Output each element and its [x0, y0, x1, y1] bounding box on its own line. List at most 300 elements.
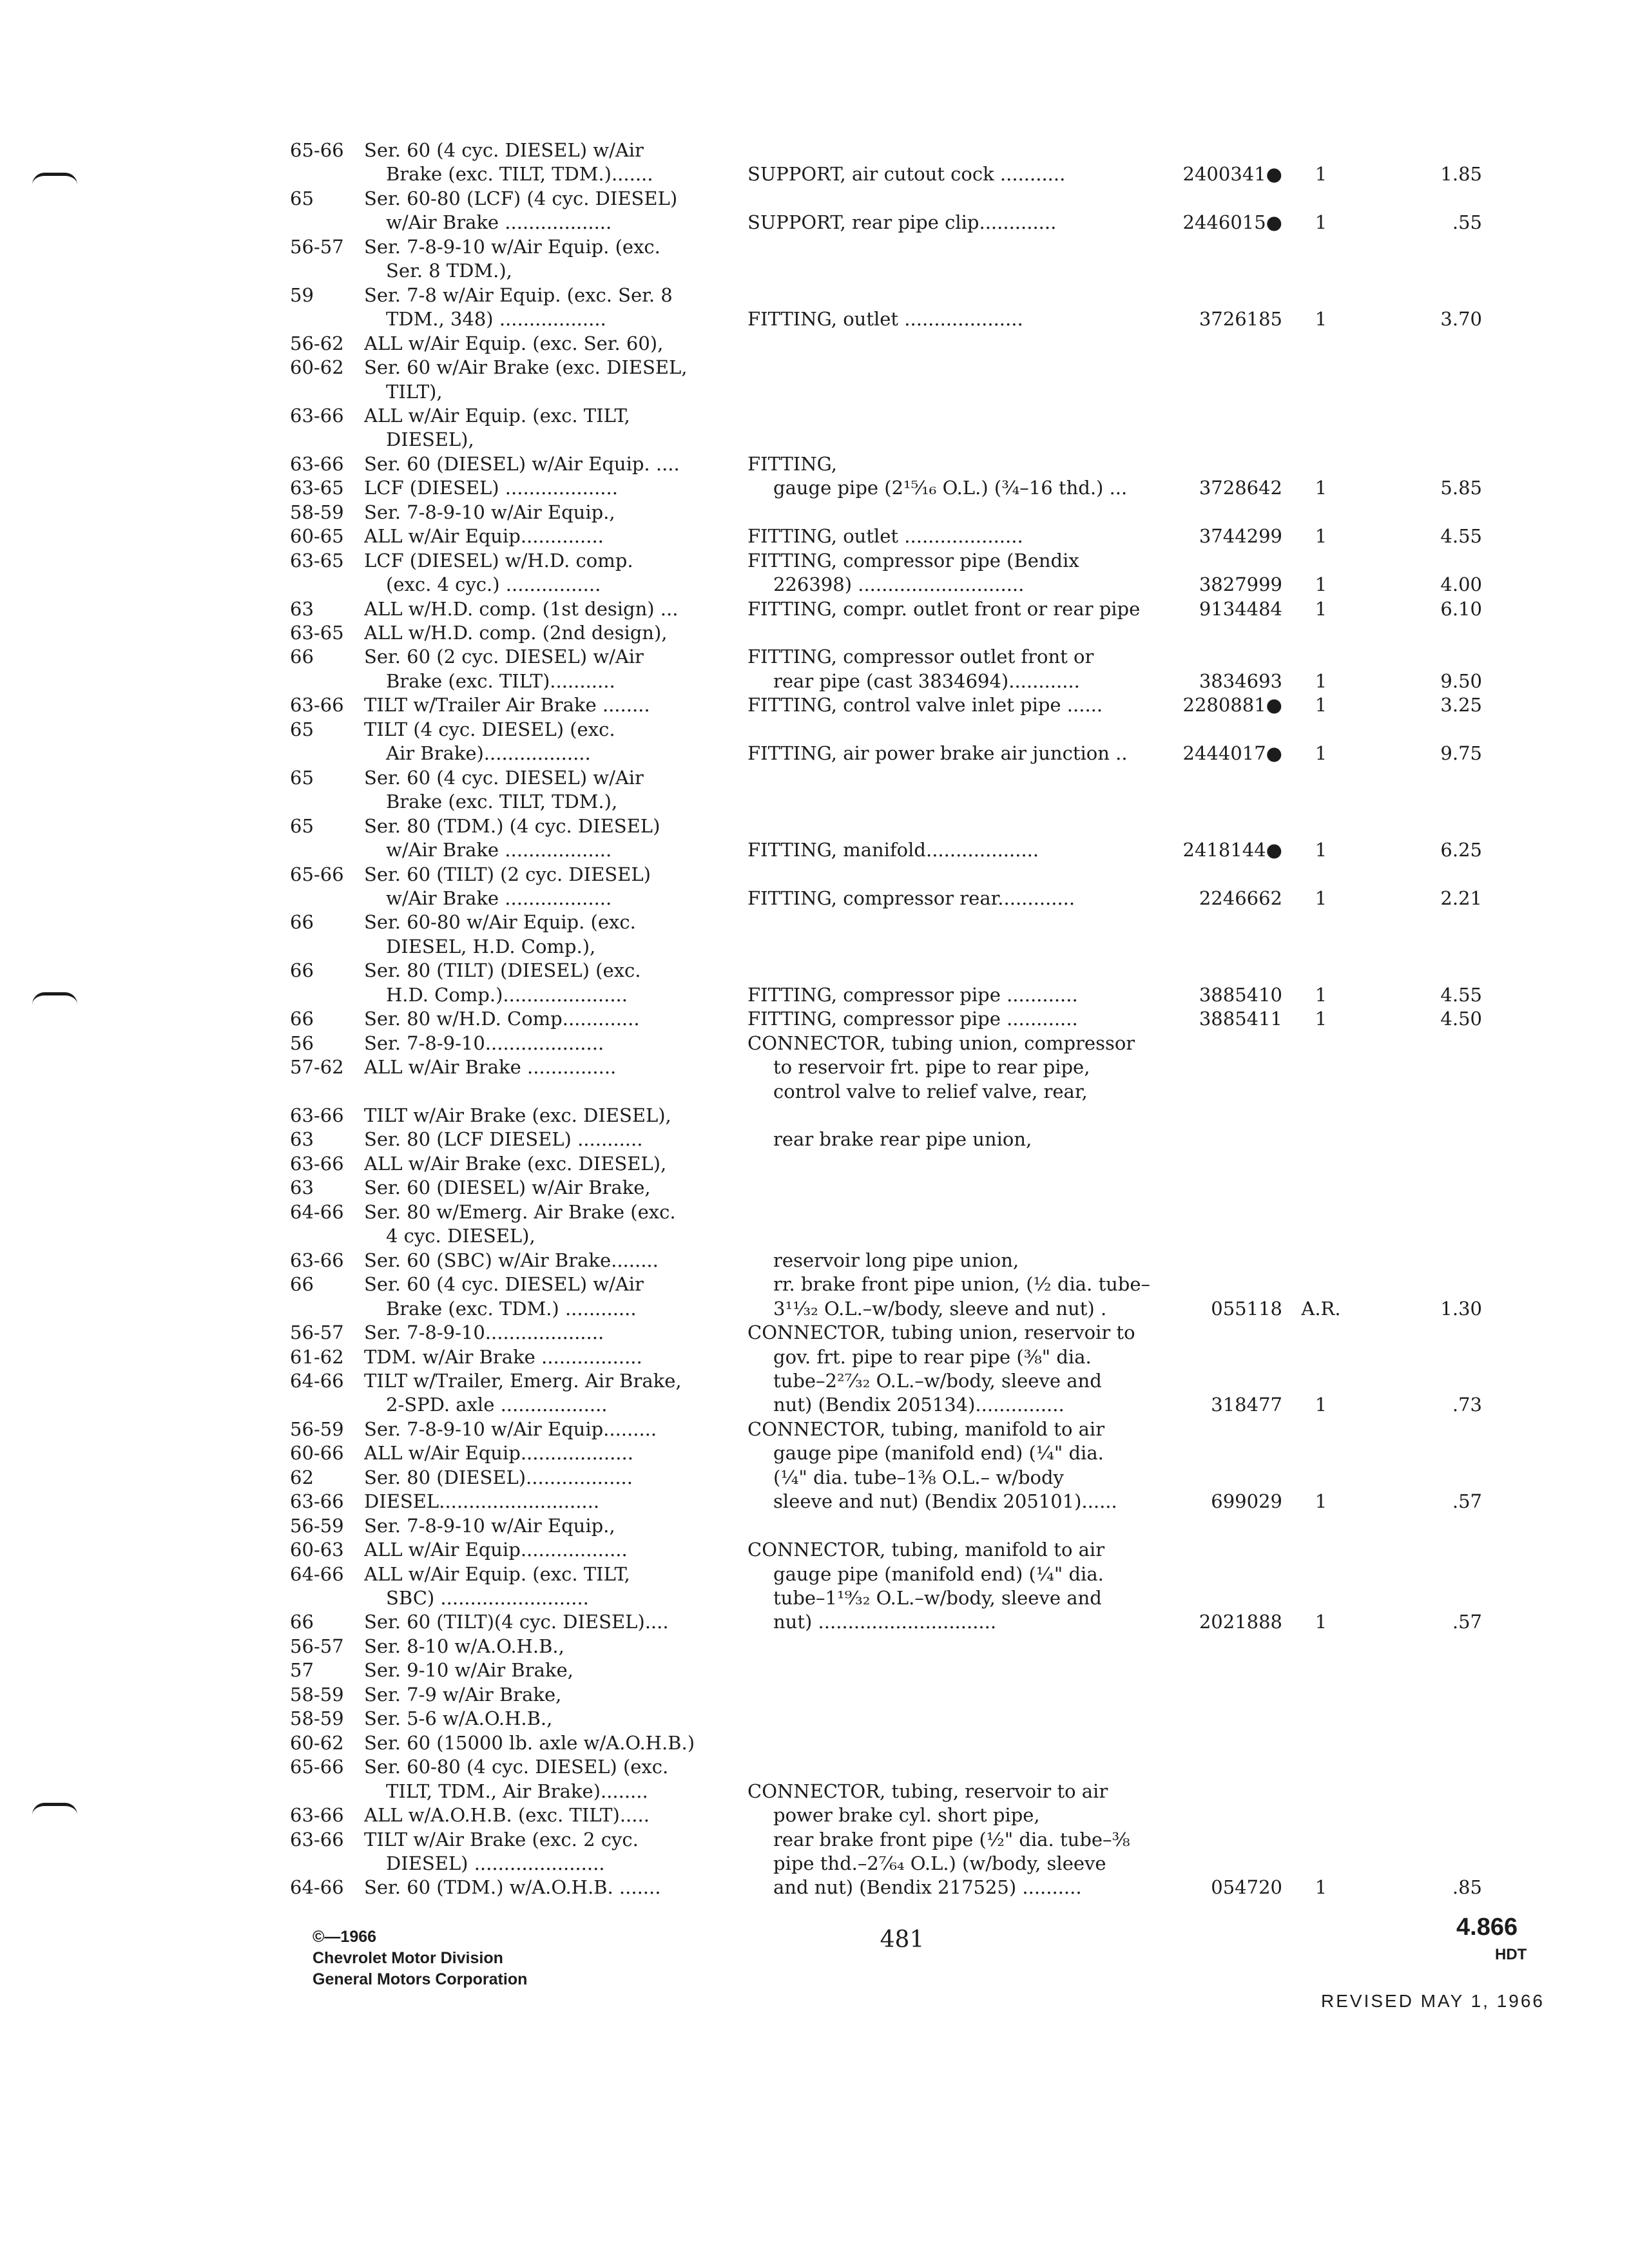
table-row	[0, 1152, 1629, 1176]
application-cell: Ser. 60 (DIESEL) w/Air Equip. ....	[364, 452, 680, 475]
description-cell: FITTING, compr. outlet front or rear pipe	[747, 597, 1141, 620]
table-row	[0, 1418, 1629, 1441]
price-cell: .57	[1452, 1611, 1482, 1633]
year-range-cell: 65	[290, 187, 314, 209]
year-range-cell: 56-59	[290, 1514, 344, 1537]
application-cell: H.D. Comp.).....................	[386, 983, 628, 1006]
year-range-cell: 66	[290, 911, 314, 934]
price-cell: 6.25	[1440, 839, 1482, 861]
description-cell: (¼" dia. tube–1⅜ O.L.– w/body	[773, 1466, 1064, 1488]
part-number-cell: 2280881●	[1182, 694, 1282, 716]
table-row	[0, 1610, 1629, 1634]
table-row	[0, 1273, 1629, 1296]
application-cell: Brake (exc. TILT, TDM.),	[386, 791, 618, 813]
table-row	[0, 162, 1629, 186]
description-cell: to reservoir frt. pipe to rear pipe,	[773, 1056, 1090, 1079]
table-row	[0, 621, 1629, 645]
application-cell: Ser. 80 w/Emerg. Air Brake (exc.	[364, 1200, 676, 1223]
description-cell: and nut) (Bendix 217525) ..........	[773, 1876, 1082, 1899]
year-range-cell: 60-65	[290, 525, 344, 548]
table-row	[0, 597, 1629, 621]
application-cell: LCF (DIESEL) ...................	[364, 477, 618, 499]
year-range-cell: 63-66	[290, 1249, 344, 1271]
table-row	[0, 211, 1629, 235]
application-cell: Ser. 60-80 w/Air Equip. (exc.	[364, 911, 636, 934]
price-cell: 3.70	[1440, 308, 1482, 331]
table-row	[0, 428, 1629, 452]
description-cell: pipe thd.–2⁷⁄₆₄ O.L.) (w/body, sleeve	[773, 1852, 1106, 1874]
application-cell: LCF (DIESEL) w/H.D. comp.	[364, 549, 633, 572]
year-range-cell: 65	[290, 718, 314, 740]
part-number-cell: 2446015●	[1182, 211, 1282, 234]
table-row	[0, 476, 1629, 500]
year-range-cell: 58-59	[290, 1683, 344, 1706]
table-row	[0, 452, 1629, 476]
quantity-cell: 1	[1315, 669, 1327, 692]
year-range-cell: 60-63	[290, 1539, 344, 1561]
table-row	[0, 1080, 1629, 1104]
table-row	[0, 645, 1629, 669]
price-cell: 4.50	[1440, 1008, 1482, 1030]
application-cell: ALL w/Air Equip...................	[364, 1442, 633, 1465]
price-cell: 9.50	[1440, 669, 1482, 692]
year-range-cell: 60-62	[290, 356, 344, 379]
description-cell: FITTING, outlet ....................	[747, 525, 1023, 548]
year-range-cell: 66	[290, 646, 314, 668]
description-cell: FITTING, compressor pipe ............	[747, 983, 1078, 1006]
table-row	[0, 1876, 1629, 1899]
description-cell: FITTING, compressor rear.............	[747, 887, 1075, 909]
part-number-cell: 9134484	[1199, 597, 1282, 620]
application-cell: Brake (exc. TDM.) ............	[386, 1297, 637, 1320]
description-cell: FITTING, compressor outlet front or	[747, 646, 1094, 668]
publisher-block	[313, 1927, 527, 1990]
description-cell: rear brake rear pipe union,	[773, 1128, 1032, 1151]
table-row	[0, 742, 1629, 765]
part-number-cell: 2418144●	[1182, 839, 1282, 861]
year-range-cell: 63-66	[290, 1804, 344, 1827]
description-cell: gov. frt. pipe to rear pipe (⅜" dia.	[773, 1345, 1092, 1368]
year-range-cell: 63-66	[290, 1490, 344, 1513]
year-range-cell: 64-66	[290, 1876, 344, 1899]
year-range-cell: 63-65	[290, 622, 344, 644]
part-number-cell: 2021888	[1199, 1611, 1282, 1633]
corporation-name: General Motors Corporation	[313, 1970, 528, 1988]
table-row	[0, 549, 1629, 573]
year-range-cell: 59	[290, 284, 314, 306]
table-row	[0, 718, 1629, 742]
application-cell: TILT),	[386, 380, 443, 403]
table-row	[0, 524, 1629, 548]
quantity-cell: 1	[1315, 163, 1327, 186]
application-cell: Ser. 60-80 (LCF) (4 cyc. DIESEL)	[364, 187, 678, 209]
price-cell: 5.85	[1440, 477, 1482, 499]
table-row	[0, 887, 1629, 910]
copyright-line: ©—1966	[313, 1928, 377, 1946]
division-name: Chevrolet Motor Division	[313, 1949, 503, 1967]
application-cell: 2-SPD. axle ..................	[386, 1394, 608, 1416]
application-cell: TILT w/Trailer Air Brake ........	[364, 694, 650, 716]
year-range-cell: 63-65	[290, 549, 344, 572]
application-cell: TILT w/Air Brake (exc. 2 cyc.	[364, 1828, 639, 1850]
part-number-cell: 3728642	[1199, 477, 1282, 499]
part-number-cell: 2444017●	[1182, 742, 1282, 765]
application-cell: Ser. 60 (SBC) w/Air Brake........	[364, 1249, 659, 1271]
quantity-cell: 1	[1315, 887, 1327, 909]
year-range-cell: 65-66	[290, 1756, 344, 1778]
year-range-cell: 56-57	[290, 1321, 344, 1344]
table-row	[0, 1755, 1629, 1779]
description-cell: 3¹¹⁄₃₂ O.L.–w/body, sleeve and nut) .	[773, 1297, 1107, 1320]
table-row	[0, 1780, 1629, 1803]
application-cell: ALL w/Air Equip..................	[364, 1539, 628, 1561]
application-cell: Ser. 7-8-9-10 w/Air Equip.........	[364, 1418, 657, 1440]
table-row	[0, 259, 1629, 283]
price-cell: 1.85	[1440, 163, 1482, 186]
description-cell: rear pipe (cast 3834694)............	[773, 669, 1080, 692]
year-range-cell: 63-66	[290, 1152, 344, 1175]
application-cell: TDM., 348) ..................	[386, 308, 606, 331]
application-cell: w/Air Brake ..................	[386, 887, 612, 909]
table-row	[0, 1104, 1629, 1128]
application-cell: Ser. 8-10 w/A.O.H.B.,	[364, 1635, 564, 1657]
part-number-cell: 3885410	[1199, 983, 1282, 1006]
description-cell: FITTING, compressor pipe ............	[747, 1008, 1078, 1030]
quantity-cell: 1	[1315, 839, 1327, 861]
table-row	[0, 1803, 1629, 1827]
quantity-cell: 1	[1315, 597, 1327, 620]
price-cell: 4.55	[1440, 525, 1482, 548]
price-cell: 1.30	[1440, 1297, 1482, 1320]
year-range-cell: 65-66	[290, 139, 344, 161]
table-row	[0, 1466, 1629, 1490]
table-row	[0, 1683, 1629, 1707]
application-cell: Brake (exc. TILT)...........	[386, 669, 615, 692]
table-row	[0, 307, 1629, 331]
application-cell: Ser. 7-8-9-10....................	[364, 1321, 604, 1344]
description-cell: tube–2²⁷⁄₃₂ O.L.–w/body, sleeve and	[773, 1369, 1102, 1392]
table-row	[0, 983, 1629, 1007]
year-range-cell: 63-66	[290, 452, 344, 475]
description-cell: tube–1¹⁹⁄₃₂ O.L.–w/body, sleeve and	[773, 1587, 1102, 1609]
description-cell: control valve to relief valve, rear,	[773, 1080, 1088, 1102]
application-cell: Ser. 7-8-9-10....................	[364, 1032, 604, 1054]
table-row	[0, 838, 1629, 862]
application-cell: ALL w/Air Equip. (exc. TILT,	[364, 1562, 630, 1585]
year-range-cell: 63	[290, 1177, 314, 1199]
description-cell: gauge pipe (manifold end) (¼" dia.	[773, 1442, 1104, 1465]
application-cell: DIESEL),	[386, 428, 474, 451]
application-cell: Ser. 7-9 w/Air Brake,	[364, 1683, 562, 1706]
year-range-cell: 65	[290, 766, 314, 789]
year-range-cell: 56-59	[290, 1418, 344, 1440]
price-cell: 4.55	[1440, 983, 1482, 1006]
application-cell: Ser. 60 (DIESEL) w/Air Brake,	[364, 1177, 651, 1199]
description-cell: CONNECTOR, tubing, manifold to air	[747, 1539, 1105, 1561]
description-cell: CONNECTOR, tubing, manifold to air	[747, 1418, 1105, 1440]
table-row	[0, 1055, 1629, 1079]
application-cell: Ser. 7-8-9-10 w/Air Equip.,	[364, 1514, 615, 1537]
quantity-cell: 1	[1315, 211, 1327, 234]
price-cell: 2.21	[1440, 887, 1482, 909]
table-row	[0, 573, 1629, 597]
table-row	[0, 766, 1629, 790]
year-range-cell: 63-65	[290, 477, 344, 499]
description-cell: gauge pipe (manifold end) (¼" dia.	[773, 1562, 1104, 1585]
description-cell: FITTING,	[747, 452, 837, 475]
application-cell: Ser. 60 w/Air Brake (exc. DIESEL,	[364, 356, 688, 379]
part-number-cell: 318477	[1211, 1394, 1282, 1416]
application-cell: Ser. 60 (TILT) (2 cyc. DIESEL)	[364, 863, 651, 885]
application-cell: Air Brake)..................	[386, 742, 591, 765]
application-cell: TILT w/Trailer, Emerg. Air Brake,	[364, 1369, 682, 1392]
table-row	[0, 235, 1629, 259]
price-cell: 9.75	[1440, 742, 1482, 765]
table-row	[0, 1852, 1629, 1876]
application-cell: DIESEL, H.D. Comp.),	[386, 935, 596, 957]
quantity-cell: 1	[1315, 525, 1327, 548]
table-row	[0, 1658, 1629, 1682]
table-row	[0, 935, 1629, 959]
quantity-cell: 1	[1315, 1008, 1327, 1030]
application-cell: Brake (exc. TILT, TDM.).......	[386, 163, 653, 186]
application-cell: w/Air Brake ..................	[386, 211, 612, 234]
application-cell: Ser. 80 (LCF DIESEL) ...........	[364, 1128, 643, 1151]
part-number-cell: 3744299	[1199, 525, 1282, 548]
application-cell: ALL w/Air Brake (exc. DIESEL),	[364, 1152, 667, 1175]
table-row	[0, 1562, 1629, 1586]
description-cell: SUPPORT, air cutout cock ...........	[747, 163, 1066, 186]
application-cell: Ser. 60 (4 cyc. DIESEL) w/Air	[364, 139, 644, 161]
table-row	[0, 669, 1629, 693]
year-range-cell: 56-57	[290, 235, 344, 258]
table-row	[0, 356, 1629, 380]
year-range-cell: 66	[290, 1273, 314, 1296]
application-cell: Ser. 7-8-9-10 w/Air Equip.,	[364, 501, 615, 523]
table-row	[0, 1176, 1629, 1200]
year-range-cell: 57-62	[290, 1056, 344, 1079]
price-cell: .55	[1452, 211, 1482, 234]
table-row	[0, 959, 1629, 983]
table-row	[0, 1345, 1629, 1369]
quantity-cell: 1	[1315, 1490, 1327, 1513]
description-cell: CONNECTOR, tubing union, compressor	[747, 1032, 1135, 1054]
price-cell: 3.25	[1440, 694, 1482, 716]
year-range-cell: 61-62	[290, 1345, 344, 1368]
section-code: HDT	[1495, 1946, 1527, 1963]
application-cell: DIESEL) ......................	[386, 1852, 605, 1874]
table-row	[0, 1224, 1629, 1248]
table-row	[0, 1828, 1629, 1852]
year-range-cell: 60-66	[290, 1442, 344, 1465]
year-range-cell: 63-66	[290, 1828, 344, 1850]
description-cell: CONNECTOR, tubing union, reservoir to	[747, 1321, 1135, 1344]
table-row	[0, 1249, 1629, 1273]
application-cell: Ser. 80 w/H.D. Comp.............	[364, 1008, 640, 1030]
quantity-cell: 1	[1315, 308, 1327, 331]
description-cell: FITTING, manifold...................	[747, 839, 1039, 861]
table-row	[0, 1441, 1629, 1465]
application-cell: Ser. 60 (4 cyc. DIESEL) w/Air	[364, 1273, 644, 1296]
year-range-cell: 66	[290, 1008, 314, 1030]
application-cell: Ser. 8 TDM.),	[386, 260, 512, 282]
year-range-cell: 65	[290, 814, 314, 837]
application-cell: Ser. 5-6 w/A.O.H.B.,	[364, 1707, 553, 1730]
year-range-cell: 62	[290, 1466, 314, 1488]
year-range-cell: 58-59	[290, 501, 344, 523]
description-cell: SUPPORT, rear pipe clip.............	[747, 211, 1057, 234]
table-row	[0, 139, 1629, 162]
application-cell: ALL w/Air Equip..............	[364, 525, 604, 548]
table-row	[0, 863, 1629, 887]
table-row	[0, 1635, 1629, 1658]
section-ref: 4.866	[1456, 1914, 1518, 1941]
part-number-cell: 3726185	[1199, 308, 1282, 331]
table-row	[0, 1490, 1629, 1514]
table-row	[0, 1200, 1629, 1224]
application-cell: (exc. 4 cyc.) ................	[386, 573, 601, 596]
price-cell: 4.00	[1440, 573, 1482, 596]
application-cell: ALL w/A.O.H.B. (exc. TILT).....	[364, 1804, 650, 1827]
description-cell: FITTING, control valve inlet pipe ......	[747, 694, 1103, 716]
description-cell: power brake cyl. short pipe,	[773, 1804, 1040, 1827]
application-cell: ALL w/Air Brake ...............	[364, 1056, 617, 1079]
quantity-cell: 1	[1315, 983, 1327, 1006]
year-range-cell: 65-66	[290, 863, 344, 885]
application-cell: TILT (4 cyc. DIESEL) (exc.	[364, 718, 615, 740]
table-row	[0, 1321, 1629, 1345]
application-cell: Ser. 7-8-9-10 w/Air Equip. (exc.	[364, 235, 660, 258]
application-cell: Ser. 80 (DIESEL)..................	[364, 1466, 633, 1488]
description-cell: FITTING, compressor pipe (Bendix	[747, 549, 1079, 572]
application-cell: ALL w/H.D. comp. (1st design) ...	[364, 597, 679, 620]
table-row	[0, 1707, 1629, 1731]
application-cell: Ser. 60 (2 cyc. DIESEL) w/Air	[364, 646, 644, 668]
part-number-cell: 3885411	[1199, 1008, 1282, 1030]
application-cell: Ser. 9-10 w/Air Brake,	[364, 1659, 574, 1682]
application-cell: ALL w/H.D. comp. (2nd design),	[364, 622, 668, 644]
description-cell: nut) (Bendix 205134)...............	[773, 1394, 1065, 1416]
application-cell: ALL w/Air Equip. (exc. TILT,	[364, 404, 630, 427]
year-range-cell: 64-66	[290, 1200, 344, 1223]
revised-date: REVISED MAY 1, 1966	[1321, 1991, 1545, 2011]
description-cell: 226398) ............................	[773, 573, 1025, 596]
application-cell: Ser. 60-80 (4 cyc. DIESEL) (exc.	[364, 1756, 669, 1778]
table-row	[0, 814, 1629, 838]
quantity-cell: 1	[1315, 573, 1327, 596]
quantity-cell: A.R.	[1301, 1297, 1341, 1320]
table-row	[0, 1297, 1629, 1321]
year-range-cell: 56-57	[290, 1635, 344, 1657]
description-cell: FITTING, air power brake air junction ..	[747, 742, 1128, 765]
application-cell: Ser. 60 (TDM.) w/A.O.H.B. .......	[364, 1876, 661, 1899]
part-number-cell: 3834693	[1199, 669, 1282, 692]
table-row	[0, 187, 1629, 211]
year-range-cell: 66	[290, 959, 314, 982]
application-cell: DIESEL...........................	[364, 1490, 600, 1513]
table-row	[0, 1731, 1629, 1755]
application-cell: Ser. 60 (TILT)(4 cyc. DIESEL)....	[364, 1611, 669, 1633]
application-cell: SBC) .........................	[386, 1587, 589, 1609]
quantity-cell: 1	[1315, 1876, 1327, 1899]
year-range-cell: 63	[290, 1128, 314, 1151]
price-cell: .85	[1452, 1876, 1482, 1899]
description-cell: sleeve and nut) (Bendix 205101)......	[773, 1490, 1117, 1513]
table-row	[0, 1586, 1629, 1610]
year-range-cell: 63-66	[290, 694, 344, 716]
table-row	[0, 1514, 1629, 1538]
part-number-cell: 3827999	[1199, 573, 1282, 596]
quantity-cell: 1	[1315, 1611, 1327, 1633]
table-row	[0, 910, 1629, 934]
year-range-cell: 56	[290, 1032, 314, 1054]
application-cell: Ser. 80 (TILT) (DIESEL) (exc.	[364, 959, 641, 982]
table-row	[0, 284, 1629, 307]
table-row	[0, 332, 1629, 356]
application-cell: Ser. 7-8 w/Air Equip. (exc. Ser. 8	[364, 284, 673, 306]
year-range-cell: 64-66	[290, 1562, 344, 1585]
year-range-cell: 57	[290, 1659, 314, 1682]
year-range-cell: 64-66	[290, 1369, 344, 1392]
quantity-cell: 1	[1315, 694, 1327, 716]
application-cell: TDM. w/Air Brake .................	[364, 1345, 642, 1368]
table-row	[0, 501, 1629, 524]
page-number: 481	[880, 1927, 925, 1953]
description-cell: rr. brake front pipe union, (½ dia. tube–	[773, 1273, 1150, 1296]
table-row	[0, 1369, 1629, 1393]
part-number-cell: 2400341●	[1182, 163, 1282, 186]
table-row	[0, 1393, 1629, 1417]
description-cell: FITTING, outlet ....................	[747, 308, 1023, 331]
year-range-cell: 63	[290, 597, 314, 620]
quantity-cell: 1	[1315, 1394, 1327, 1416]
part-number-cell: 699029	[1211, 1490, 1282, 1513]
table-row	[0, 693, 1629, 717]
description-cell: nut) ..............................	[773, 1611, 997, 1633]
description-cell: rear brake front pipe (½" dia. tube–⅜	[773, 1828, 1130, 1850]
quantity-cell: 1	[1315, 477, 1327, 499]
year-range-cell: 58-59	[290, 1707, 344, 1730]
quantity-cell: 1	[1315, 742, 1327, 765]
application-cell: Ser. 60 (15000 lb. axle w/A.O.H.B.)	[364, 1731, 695, 1754]
application-cell: 4 cyc. DIESEL),	[386, 1225, 535, 1247]
description-cell: CONNECTOR, tubing, reservoir to air	[747, 1780, 1108, 1802]
description-cell: reservoir long pipe union,	[773, 1249, 1019, 1271]
table-row	[0, 1538, 1629, 1562]
year-range-cell: 63-66	[290, 1104, 344, 1126]
price-cell: 6.10	[1440, 597, 1482, 620]
price-cell: .57	[1452, 1490, 1482, 1513]
description-cell: gauge pipe (2¹⁵⁄₁₆ O.L.) (¾–16 thd.) ...	[773, 477, 1128, 499]
table-row	[0, 404, 1629, 428]
application-cell: TILT, TDM., Air Brake)........	[386, 1780, 648, 1802]
table-row	[0, 790, 1629, 814]
application-cell: Ser. 60 (4 cyc. DIESEL) w/Air	[364, 766, 644, 789]
application-cell: w/Air Brake ..................	[386, 839, 612, 861]
table-row	[0, 1032, 1629, 1055]
application-cell: Ser. 80 (TDM.) (4 cyc. DIESEL)	[364, 814, 660, 837]
application-cell: ALL w/Air Equip. (exc. Ser. 60),	[364, 332, 664, 354]
table-row	[0, 1007, 1629, 1031]
application-cell: TILT w/Air Brake (exc. DIESEL),	[364, 1104, 671, 1126]
part-number-cell: 2246662	[1199, 887, 1282, 909]
table-row	[0, 1128, 1629, 1151]
year-range-cell: 56-62	[290, 332, 344, 354]
part-number-cell: 054720	[1211, 1876, 1282, 1899]
year-range-cell: 66	[290, 1611, 314, 1633]
price-cell: .73	[1452, 1394, 1482, 1416]
table-row	[0, 380, 1629, 404]
